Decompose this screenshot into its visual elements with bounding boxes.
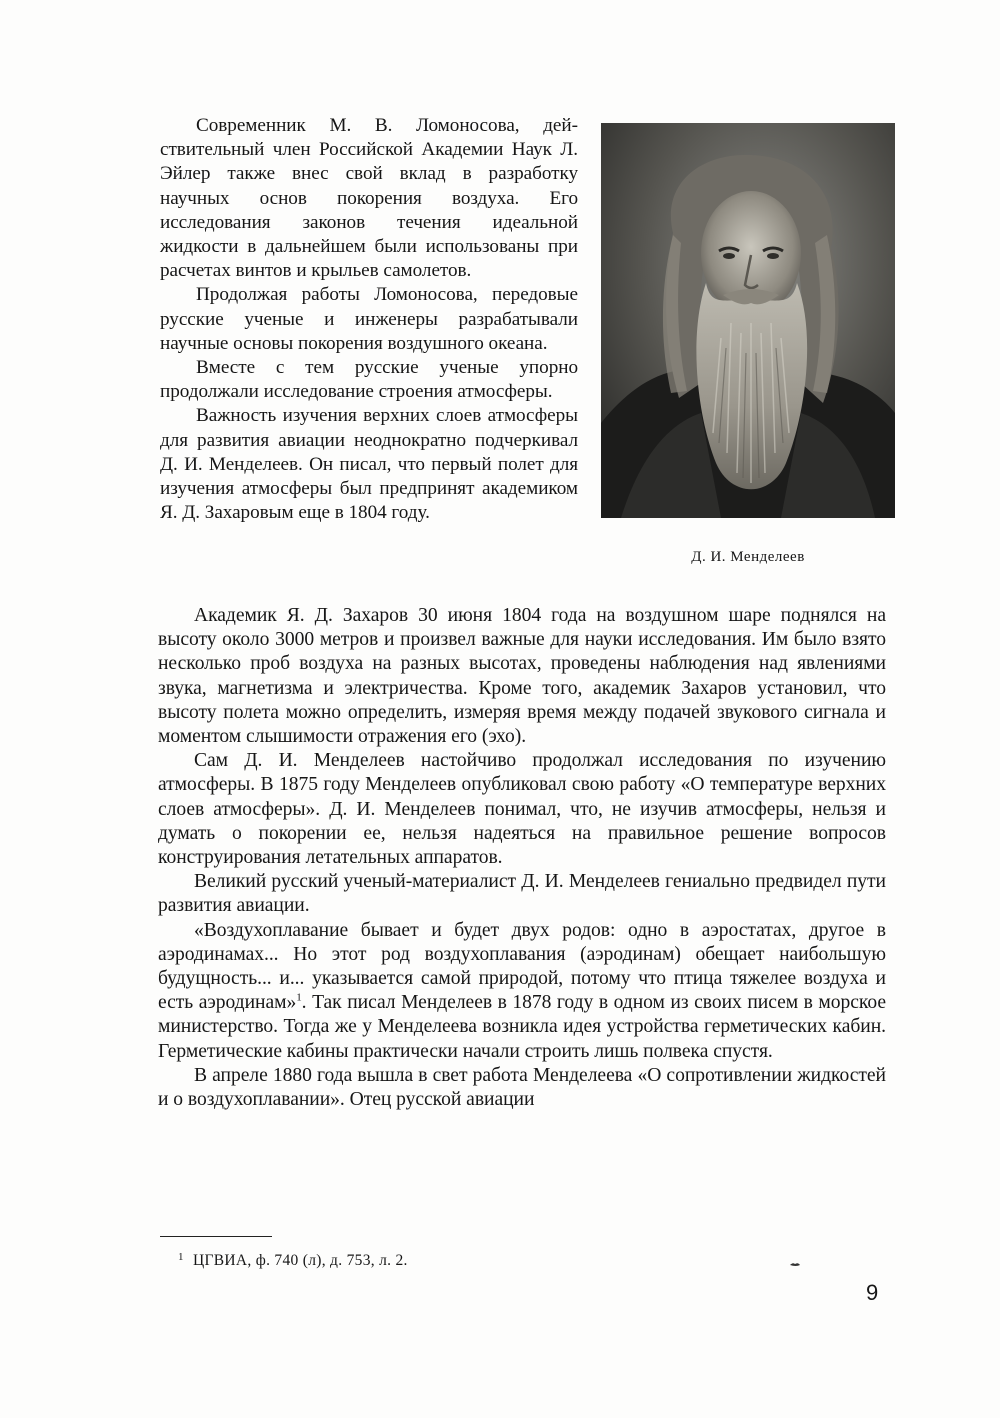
paragraph-euler: Современник М. В. Ломоносова, действительный член Российской Академии Наук Л. Эйлер также внес свой вклад в разработку научных основ покорения воздуха. Его исследования законов течения идеальной жидкости в дальнейшем были использованы при расчетах винтов и крыльев самолетов. xyxy=(160,115,578,282)
column-text xyxy=(160,114,578,525)
paragraph-mendeleev-research: Сам Д. И. Менделеев настойчиво продолжал исследования по изучению атмосферы. В 1875 году Менделеев опубликовал свою работу «О температуре верхних слоев атмосферы». Д. И. Менделеев понимал, что, не изучив атмосферы, нельзя и думать о покорении ее, нельзя надеяться на правильное решение вопросов конструирования летательных аппаратов. xyxy=(158,750,886,869)
paragraph-atmosphere: Вместе с тем русские ученые упорно продолжали исследование строения атмосферы. xyxy=(160,357,578,403)
mendeleev-portrait xyxy=(601,123,895,518)
quote-continuation: . Так писал Менделеев в 1878 году в одном из своих писем в морское министерство. Тогда же у Менделеева возникла идея устройства герметических кабин. Герметические кабины практически начали строить лишь полвека спустя. xyxy=(158,992,887,1062)
paragraph-lomonosov: Продолжая работы Ломоносова, передовые русские ученые и инженеры разрабатывали научные основы покорения воздушного океана. xyxy=(160,284,578,354)
footnote-divider xyxy=(160,1236,272,1237)
paragraph-zakharov: Академик Я. Д. Захаров 30 июня 1804 года на воздушном шаре поднялся на высоту около 3000 метров и произвел важные для науки исследования. Им было взято несколько проб воздуха на разных высотах, проведены наблюдения над явлениями звука, магнетизма и электричества. Кроме того, академик Захаров установил, что высоту полета можно определить, измеряя время между подачей звукового сигнала и моментом слышимости отражения его (эхо). xyxy=(158,605,886,748)
ink-speck-icon xyxy=(789,1261,801,1268)
paragraph-mendeleev-foresight: Великий русский ученый-материалист Д. И. Менделеев гениально предвидел пути развития авиации. xyxy=(158,871,886,917)
footnote-mark: 1 xyxy=(178,1251,184,1263)
footnote-reference: 1 xyxy=(296,991,302,1004)
portrait-photo-icon xyxy=(601,123,895,518)
paragraph-mendeleev-intro: Важность изучения верхних слоев атмосферы для развития авиации неоднократно подчеркивал Д. И. Менделеев. Он писал, что первый полет для изучения атмосферы был предпринят академиком Я. Д. Захаровым еще в 1804 году. xyxy=(160,405,578,524)
footnote-text: ЦГВИА, ф. 740 (л), д. 753, л. 2. xyxy=(193,1252,408,1269)
quote-text: «Воздухоплавание бывает и будет двух родов: одно в аэростатах, другое в аэродинамах... Но этот род воздухоплавания (аэродинам) обещает наибольшую будущность... и... указывается самой природой, потому что птица тяжелее воздуха и есть аэродинам» xyxy=(158,919,886,1014)
paragraph-1880: В апреле 1880 года вышла в свет работа Менделеева «О сопротивлении жидкостей и о воздухоплавании». Отец русской авиации xyxy=(158,1064,886,1111)
figure-caption: Д. И. Менделеев xyxy=(691,549,805,565)
body-text xyxy=(158,604,886,1112)
paragraph-quote xyxy=(158,919,886,1064)
page-number: 9 xyxy=(866,1280,879,1305)
